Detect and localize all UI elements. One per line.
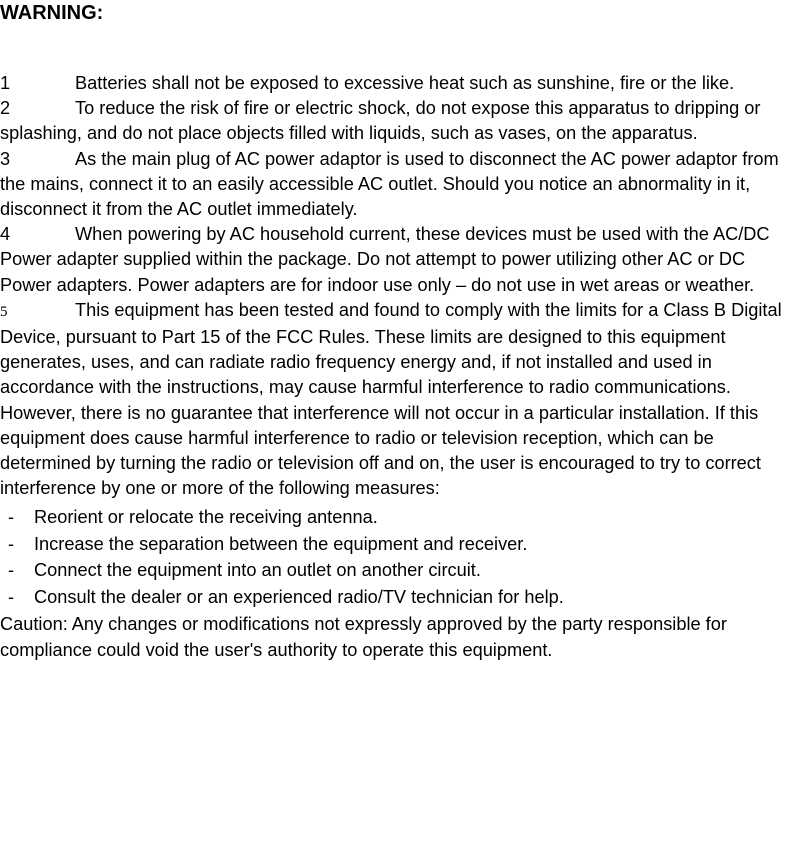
bullet-dash: - — [8, 533, 15, 554]
measure-text: Consult the dealer or an experienced radio/TV technician for help. — [34, 586, 564, 607]
warning-item — [0, 298, 786, 502]
page-title: WARNING: — [0, 2, 104, 24]
warning-item — [0, 147, 786, 223]
item-text: Batteries shall not be exposed to excessive heat such as sunshine, fire or the like. — [75, 73, 735, 93]
item-text: This equipment has been tested and found to comply with the limits for a Class B Digital Device, pursuant to Part 15 of the FCC Rules. These limits are designed to this equipment generates, uses, and can radiate radio frequency energy and, if not installed and used in accordance with the instructions, may cause harmful interference to radio communications. However, there is no guarantee that interference will not occur in a particular installation. If this equipment does cause harmful interference to radio or television reception, which can be determined by turning the radio or television off and on, the user is encouraged to try to correct interference by one or more of the following measures: — [0, 299, 782, 499]
measures-list — [0, 504, 786, 610]
measure-item — [0, 504, 786, 531]
item-number: 2 — [0, 98, 11, 119]
item-text: As the main plug of AC power adaptor is used to disconnect the AC power adaptor from the mains, connect it to an easily accessible AC outlet. Should you notice an abnormality in it, disconnect it from the AC outlet immediately. — [0, 148, 779, 220]
measure-item — [0, 584, 786, 611]
item-number: 4 — [0, 224, 11, 245]
item-text: To reduce the risk of fire or electric shock, do not expose this apparatus to dripping or splashing, and do not place objects filled with liquids, such as vases, on the apparatus. — [0, 98, 761, 144]
measure-item — [0, 557, 786, 584]
warning-body — [0, 71, 786, 663]
bullet-dash: - — [8, 560, 15, 581]
measure-text: Connect the equipment into an outlet on another circuit. — [34, 560, 481, 581]
item-number: 1 — [0, 73, 11, 93]
warning-item — [0, 96, 786, 146]
item-text: When powering by AC household current, these devices must be used with the AC/DC Power adapter supplied within the package. Do not attempt to power utilizing other AC or DC Power adapters. Power adapters are for indoor use only – do not use in wet areas or weather. — [0, 224, 770, 295]
warning-item — [0, 222, 786, 298]
bullet-dash: - — [8, 586, 15, 607]
measure-item — [0, 531, 786, 558]
warning-item — [0, 71, 786, 96]
measure-text: Reorient or relocate the receiving antenna. — [34, 507, 378, 528]
measure-text: Increase the separation between the equipment and receiver. — [34, 533, 528, 554]
caution-text: Caution: Any changes or modifications not expressly approved by the party responsible for compliance could void the user's authority to operate this equipment. — [0, 614, 727, 660]
item-number: 3 — [0, 148, 11, 169]
bullet-dash: - — [8, 507, 15, 528]
item-number: 5 — [0, 303, 8, 320]
